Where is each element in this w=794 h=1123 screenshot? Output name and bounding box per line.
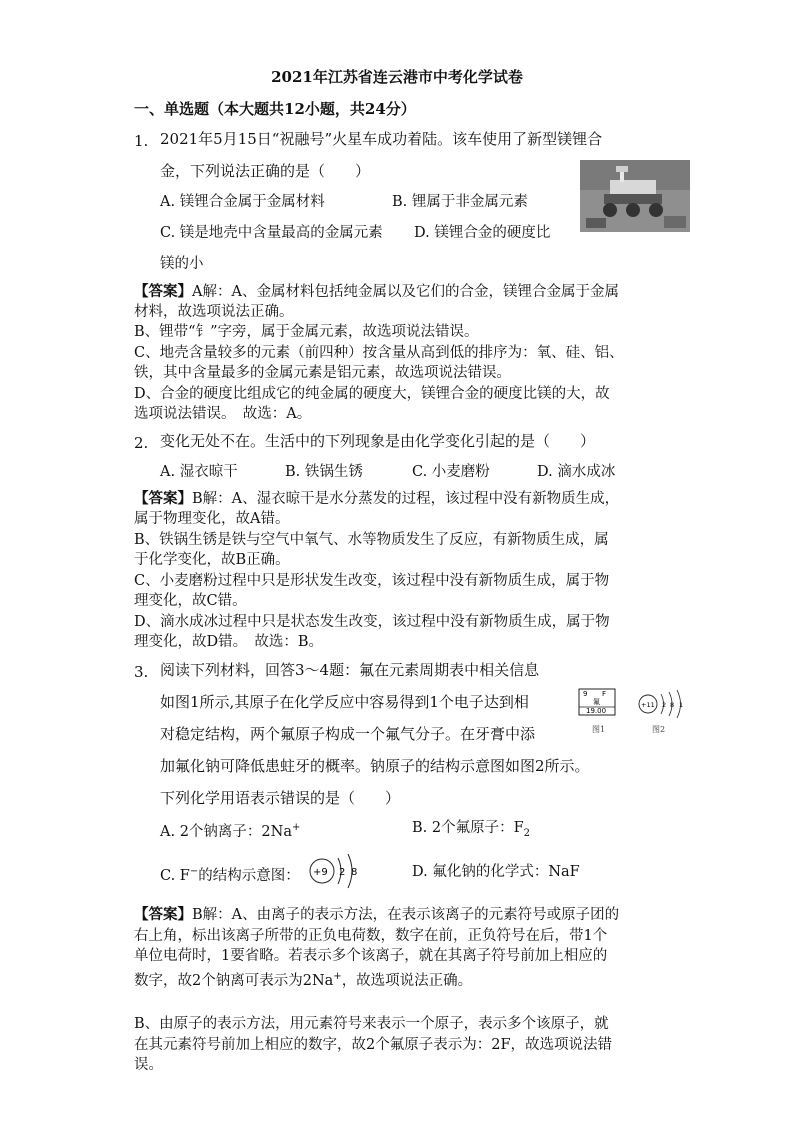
answer-line: B、锂带“钅”字旁，属于金属元素，故选项说法错误。 xyxy=(134,324,479,340)
answer-line: 材料，故选项说法正确。 xyxy=(134,304,294,320)
answer-line: 在其元素符号前加上相应的数字，故2个氟原子表示为：2F，故选项说法错 xyxy=(134,1037,613,1053)
shell-electrons: 2 xyxy=(662,701,667,709)
question-stem: 2021年5月15日“祝融号”火星车成功着陆。该车使用了新型镁锂合 xyxy=(160,130,603,148)
question-stem: 加氟化钠可降低患蛀牙的概率。钠原子的结构示意图如图2所示。 xyxy=(160,757,590,775)
question-stem: 下列化学用语表示错误的是（ ） xyxy=(160,789,401,807)
question-stem: 金，下列说法正确的是（ ） xyxy=(160,162,371,180)
shell-electrons: 1 xyxy=(679,701,684,709)
answer-line: C、小麦磨粉过程中只是形状发生改变，该过程中没有新物质生成，属于物 xyxy=(134,573,610,589)
question-number: 2. xyxy=(134,434,149,452)
answer-line: 理变化，故C错。 xyxy=(134,593,247,609)
option-b: B. 锂属于非金属元素 xyxy=(392,194,528,210)
answer-line: 理变化，故D错。 故选：B。 xyxy=(134,634,324,650)
question-stem: 如图1所示,其原子在化学反应中容易得到1个电子达到相 xyxy=(160,693,529,711)
answer-line: 数字，故2个钠离可表示为2Na+，故选项说法正确。 xyxy=(134,971,473,989)
answer-line: B、由原子的表示方法，用元素符号来表示一个原子，表示多个该原子，就 xyxy=(134,1016,609,1032)
option-a: A. 2个钠离子：2Na+ xyxy=(160,822,301,840)
answer-line: B、铁锅生锈是铁与空气中氧气、水等物质发生了反应，有新物质生成，属 xyxy=(134,532,609,548)
answer-line: 于化学变化，故B正确。 xyxy=(134,552,290,568)
nucleus-charge: +11 xyxy=(641,701,655,709)
option-a: A. 镁锂合金属于金属材料 xyxy=(160,194,325,210)
answer-line: D、滴水成冰过程中只是状态发生改变，该过程中没有新物质生成，属于物 xyxy=(134,614,610,630)
shell-electrons: 8 xyxy=(351,867,358,878)
figure-caption: 图1 xyxy=(592,725,606,734)
mars-rover-photo xyxy=(580,160,690,232)
option-b: B. 2个氟原子：$F_2$ xyxy=(412,820,531,839)
option-c: C. F−的结构示意图： xyxy=(160,866,300,884)
option-b: B. 铁锅生锈 xyxy=(285,464,363,480)
figure-caption: 图2 xyxy=(652,725,666,734)
atomic-mass: 19.00 xyxy=(586,707,607,715)
answer-line: 选项说法错误。 故选：A。 xyxy=(134,406,312,422)
question-stem: 变化无处不在。生活中的下列现象是由化学变化引起的是（ ） xyxy=(160,432,596,450)
nucleus-charge: +9 xyxy=(313,867,328,878)
shell-electrons: 8 xyxy=(670,701,675,709)
question-stem: 对稳定结构，两个氟原子构成一个氟气分子。在牙膏中添 xyxy=(160,725,536,743)
option-d: D. 氟化钠的化学式：NaF xyxy=(412,864,580,880)
answer-line: C、地壳含量较多的元素（前四种）按含量从高到低的排序为：氧、硅、铝、 xyxy=(134,345,624,361)
section-heading: 一、单选题（本大题共12小题，共24分） xyxy=(134,100,416,118)
option-c: C. 小麦磨粉 xyxy=(412,464,490,480)
element-symbol: F xyxy=(602,690,607,698)
question-number: 1. xyxy=(134,132,149,150)
sodium-atom-diagram xyxy=(636,686,692,726)
answer-line: 误。 xyxy=(134,1057,163,1073)
option-a: A. 湿衣晾干 xyxy=(160,464,238,480)
shell-electrons: 2 xyxy=(339,867,346,878)
option-d: D. 镁锂合金的硬度比 xyxy=(414,225,551,241)
page-title: 2021年江苏省连云港市中考化学试卷 xyxy=(271,68,523,86)
answer-line: 右上角，标出该离子所带的正负电荷数，数字在前，正负符号在后，带1个 xyxy=(134,928,608,944)
answer-line: 属于物理变化，故A错。 xyxy=(134,511,290,527)
answer-line: 铁，其中含量最多的金属元素是铝元素，故选项说法错误。 xyxy=(134,365,511,381)
question-number: 3. xyxy=(134,663,149,681)
fluoride-ion-diagram xyxy=(306,848,370,894)
question-stem: 阅读下列材料，回答3～4题：氟在元素周期表中相关信息 xyxy=(160,661,540,679)
answer-line: 【答案】B解：A、湿衣晾干是水分蒸发的过程，该过程中没有新物质生成， xyxy=(134,490,620,507)
answer-line: 【答案】A解：A、金属材料包括纯金属以及它们的合金，镁锂合金属于金属 xyxy=(134,283,619,300)
element-name: 氟 xyxy=(593,698,600,706)
atomic-number: 9 xyxy=(583,690,588,698)
answer-line: 单位电荷时，1要省略。若表示多个该离子，就在其离子符号前加上相应的 xyxy=(134,948,608,964)
option-d-cont: 镁的小 xyxy=(160,256,204,272)
answer-line: D、合金的硬度比组成它的纯金属的硬度大，镁锂合金的硬度比镁的大，故 xyxy=(134,386,610,402)
fluorine-element-card xyxy=(578,688,622,722)
option-c: C. 镁是地壳中含量最高的金属元素 xyxy=(160,225,383,241)
answer-line: 【答案】B解：A、由离子的表示方法，在表示该离子的元素符号或原子团的 xyxy=(134,906,620,923)
option-d: D. 滴水成冰 xyxy=(537,464,616,480)
